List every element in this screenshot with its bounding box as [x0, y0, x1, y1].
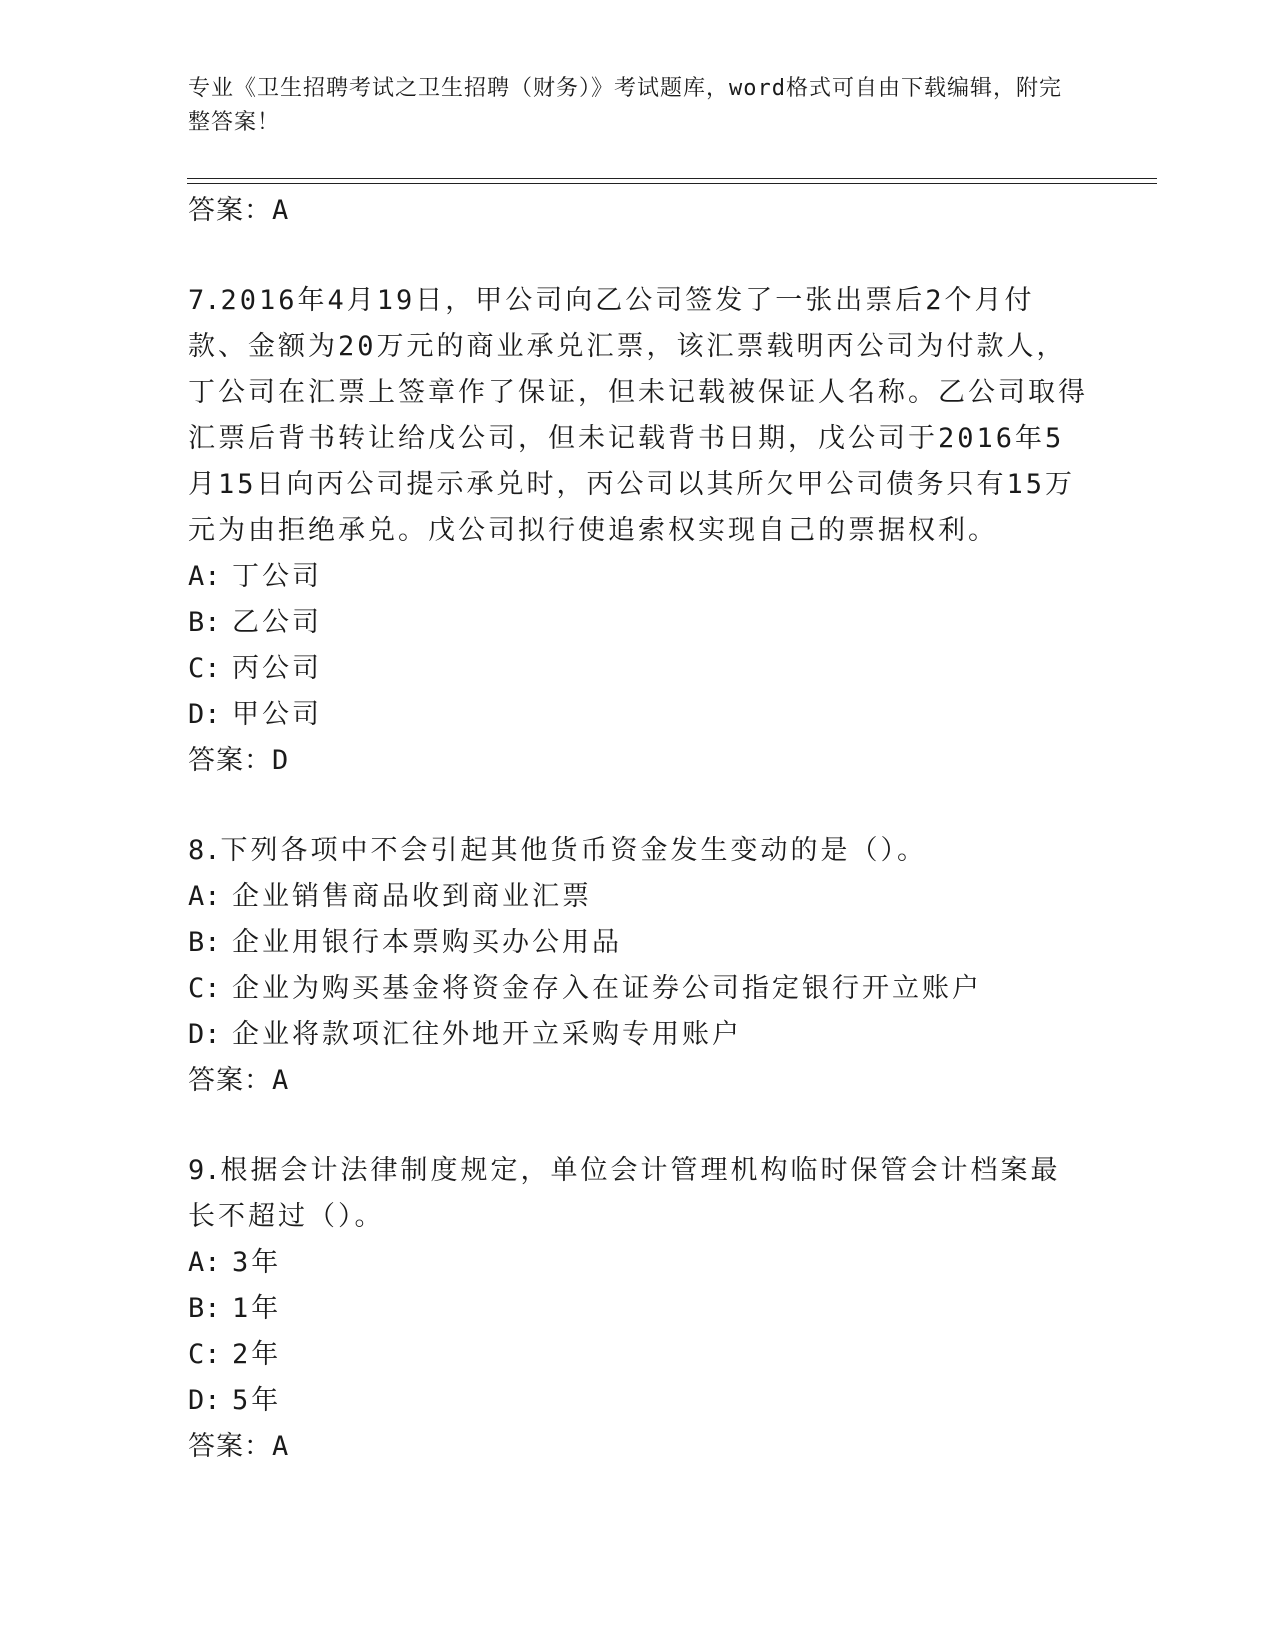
answer-line: 答案：A	[188, 195, 290, 226]
question-block	[188, 828, 1088, 1104]
question-block	[188, 278, 1088, 784]
answer-line: 答案：D	[188, 745, 290, 776]
option-key: B:	[188, 607, 221, 638]
option-b	[188, 600, 1088, 646]
document-body	[188, 188, 1088, 1470]
option-a	[188, 874, 1088, 920]
option-a	[188, 1240, 1088, 1286]
question-body: 根据会计法律制度规定，单位会计管理机构临时保管会计档案最长不超过（）。	[188, 1155, 1061, 1232]
option-key: C:	[188, 973, 221, 1004]
option-text: 企业为购买基金将资金存入在证券公司指定银行开立账户	[232, 973, 982, 1004]
question-number: 8.	[188, 835, 221, 866]
option-key: B:	[188, 1293, 221, 1324]
option-c	[188, 1332, 1088, 1378]
question-block	[188, 1148, 1088, 1470]
option-text: 5年	[232, 1385, 282, 1416]
answer-line: 答案：A	[188, 1431, 290, 1462]
option-key: A:	[188, 881, 221, 912]
option-key: A:	[188, 1247, 221, 1278]
option-key: C:	[188, 653, 221, 684]
question-text	[188, 1148, 1088, 1240]
option-text: 2年	[232, 1339, 282, 1370]
option-d	[188, 692, 1088, 738]
option-text: 企业用银行本票购买办公用品	[232, 927, 622, 958]
option-d	[188, 1378, 1088, 1424]
header-divider-top	[187, 178, 1157, 179]
option-key: A:	[188, 561, 221, 592]
option-c	[188, 646, 1088, 692]
option-text: 丁公司	[232, 561, 322, 592]
option-text: 企业将款项汇往外地开立采购专用账户	[232, 1019, 742, 1050]
option-a	[188, 554, 1088, 600]
option-d	[188, 1012, 1088, 1058]
answer-line: 答案：A	[188, 1065, 290, 1096]
option-c	[188, 966, 1088, 1012]
document-header: 专业《卫生招聘考试之卫生招聘（财务）》考试题库，word格式可自由下载编辑，附完整答案！	[188, 76, 1062, 135]
option-b	[188, 1286, 1088, 1332]
question-number: 7.	[188, 285, 221, 316]
option-text: 1年	[232, 1293, 282, 1324]
option-key: C:	[188, 1339, 221, 1370]
option-text: 企业销售商品收到商业汇票	[232, 881, 592, 912]
option-b	[188, 920, 1088, 966]
option-text: 甲公司	[232, 699, 322, 730]
option-key: B:	[188, 927, 221, 958]
option-text: 乙公司	[232, 607, 322, 638]
option-text: 3年	[232, 1247, 282, 1278]
option-text: 丙公司	[232, 653, 322, 684]
question-body: 2016年4月19日，甲公司向乙公司签发了一张出票后2个月付款、金额为20万元的商业承兑汇票，该汇票载明丙公司为付款人，丁公司在汇票上签章作了保证，但未记载被保证人名称。乙公司取得汇票后背书转让给戊公司，但未记载背书日期，戊公司于2016年5月15日向丙公司提示承兑时，丙公司以其所欠甲公司债务只有15万元为由拒绝承兑。戊公司拟行使追索权实现自己的票据权利。	[188, 285, 1088, 546]
option-key: D:	[188, 1385, 221, 1416]
header-divider-bottom	[187, 183, 1157, 184]
option-key: D:	[188, 1019, 221, 1050]
question-number: 9.	[188, 1155, 221, 1186]
question-body: 下列各项中不会引起其他货币资金发生变动的是（）。	[220, 835, 928, 866]
question-text	[188, 278, 1088, 554]
question-text	[188, 828, 1088, 874]
option-key: D:	[188, 699, 221, 730]
